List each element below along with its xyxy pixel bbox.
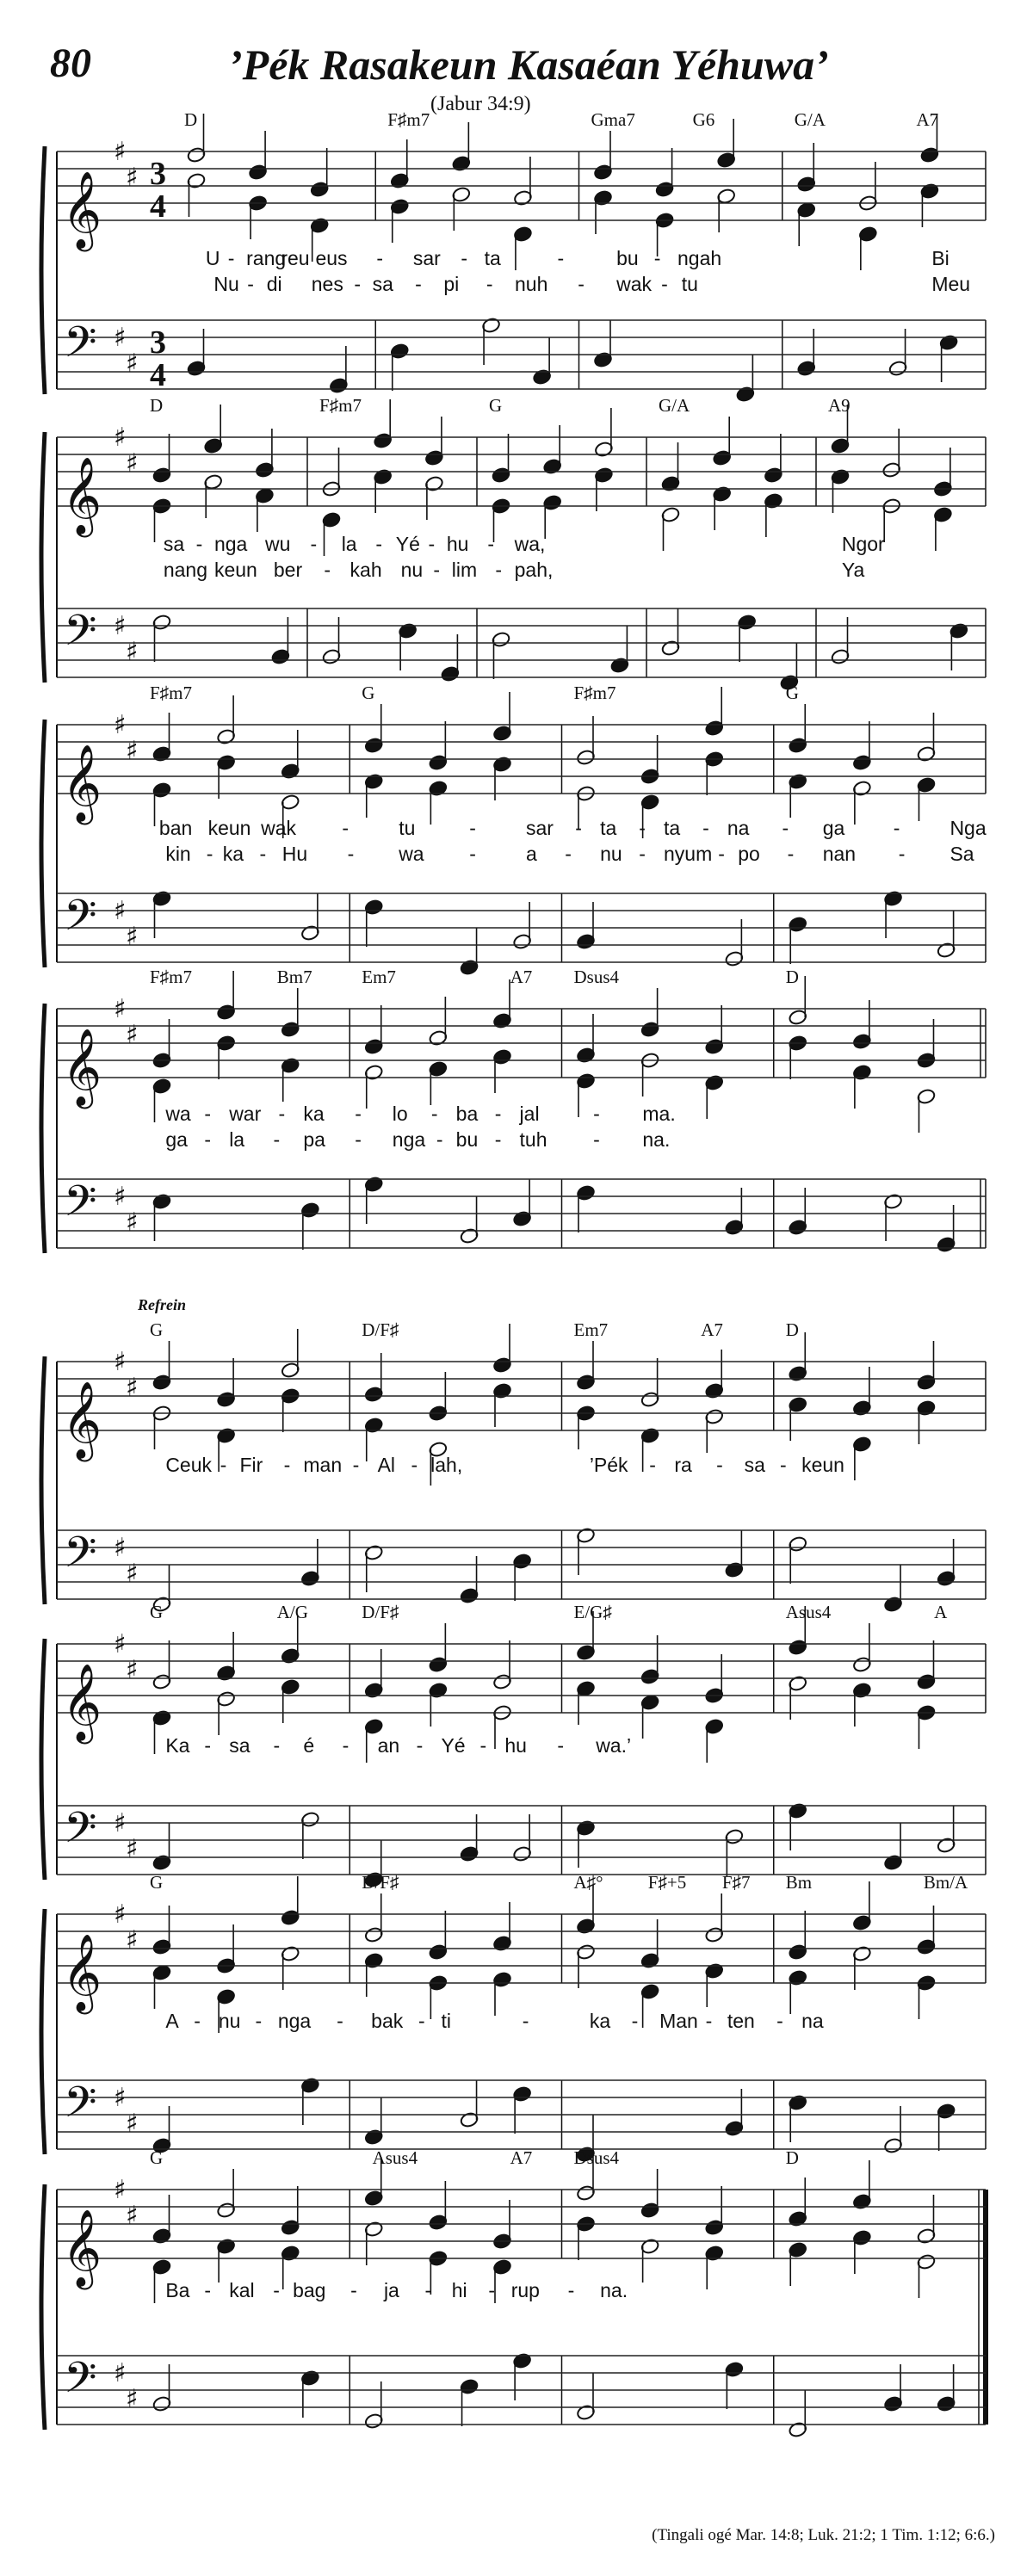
lyric-hyphen: - bbox=[898, 843, 906, 865]
lyric-syllable: ka bbox=[589, 2010, 611, 2032]
lyric-syllable: ra bbox=[674, 1454, 692, 1476]
chord-symbol: F♯m7 bbox=[150, 683, 193, 703]
key-sharp-f: ♯ bbox=[114, 896, 127, 926]
lyric-hyphen: - bbox=[273, 1128, 281, 1151]
lyric-syllable: nang bbox=[163, 559, 208, 581]
lyric-hyphen: - bbox=[273, 1734, 281, 1757]
lyric-hyphen: - bbox=[557, 1734, 565, 1757]
bass-clef: 𝄢 bbox=[64, 2078, 97, 2138]
lyric-syllable: kin bbox=[165, 843, 191, 865]
lyric-syllable: nu bbox=[600, 843, 622, 865]
lyric-syllable: nan bbox=[822, 843, 857, 865]
chord-symbol: D bbox=[184, 109, 198, 130]
footnote: (Tingali ogé Mar. 14:8; Luk. 21:2; 1 Tim. 1:12; 6:6.) bbox=[652, 2526, 995, 2544]
lyric-syllable: pah, bbox=[514, 559, 554, 581]
key-sharp-c: ♯ bbox=[126, 1208, 139, 1238]
lyric-syllable: tu bbox=[681, 273, 698, 295]
key-sharp-c: ♯ bbox=[126, 1373, 139, 1403]
lyric-syllable: keun bbox=[207, 817, 251, 839]
chord-symbol: A/G bbox=[276, 1602, 308, 1622]
lyric-syllable: ka bbox=[303, 1103, 325, 1125]
lyric-syllable: rup bbox=[510, 2279, 540, 2301]
lyric-syllable: wa, bbox=[514, 533, 546, 555]
lyric-hyphen: - bbox=[578, 273, 585, 295]
key-sharp-c: ♯ bbox=[126, 1834, 139, 1864]
chord-symbol: A♯° bbox=[573, 1872, 603, 1893]
lyric-syllable: nga bbox=[392, 1128, 426, 1151]
key-sharp-f: ♯ bbox=[114, 137, 127, 167]
system-bracket bbox=[41, 720, 45, 967]
chord-symbol: A7 bbox=[510, 967, 533, 987]
lyric-syllable: sar bbox=[525, 817, 554, 839]
lyric-hyphen: - bbox=[418, 2010, 425, 2032]
lyric-hyphen: - bbox=[278, 1103, 286, 1125]
lyric-hyphen: - bbox=[433, 559, 441, 581]
lyric-hyphen: - bbox=[283, 1454, 291, 1476]
lyric-syllable: Ya bbox=[841, 559, 865, 581]
chord-symbol: D bbox=[785, 967, 799, 987]
chord-symbol: A bbox=[934, 1602, 948, 1622]
lyric-hyphen: - bbox=[469, 843, 476, 865]
key-sharp-c: ♯ bbox=[126, 2109, 139, 2139]
lyric-syllable: pa bbox=[303, 1128, 325, 1151]
chord-symbol: G/A bbox=[659, 395, 690, 416]
system-bracket bbox=[41, 2184, 45, 2430]
lyric-hyphen: - bbox=[204, 1103, 212, 1125]
lyric-hyphen: - bbox=[352, 1454, 360, 1476]
lyric-syllable: ka bbox=[222, 843, 244, 865]
lyric-syllable: ta bbox=[484, 247, 501, 269]
lyric-hyphen: - bbox=[479, 1734, 487, 1757]
lyric-syllable: a bbox=[525, 843, 537, 865]
song-number: 80 bbox=[50, 40, 91, 86]
chord-symbol: F♯m7 bbox=[573, 683, 616, 703]
scripture-reference: (Jabur 34:9) bbox=[430, 93, 531, 115]
system-1 bbox=[41, 114, 986, 403]
lyric-hyphen: - bbox=[486, 273, 493, 295]
chord-symbol: G bbox=[489, 395, 503, 416]
bass-clef: 𝄢 bbox=[64, 891, 97, 951]
lyric-hyphen: - bbox=[350, 2279, 357, 2301]
lyric-syllable: nuh bbox=[515, 273, 548, 295]
chord-symbol: A7 bbox=[701, 1319, 723, 1340]
key-sharp-f: ♯ bbox=[114, 1629, 127, 1659]
lyric-syllable: tuh bbox=[519, 1128, 547, 1151]
lyric-hyphen: - bbox=[376, 247, 384, 269]
lyric-hyphen: - bbox=[649, 1454, 656, 1476]
lyric-hyphen: - bbox=[247, 273, 254, 295]
lyric-hyphen: - bbox=[194, 2010, 201, 2032]
chord-symbol: A7 bbox=[510, 2147, 533, 2168]
chord-symbol: G bbox=[362, 683, 375, 703]
lyric-hyphen: - bbox=[779, 1454, 787, 1476]
lyric-hyphen: - bbox=[565, 843, 572, 865]
chord-symbol: E/G♯ bbox=[573, 1602, 612, 1622]
chord-symbol: G/A bbox=[794, 109, 826, 130]
lyric-hyphen: - bbox=[718, 843, 725, 865]
lyric-syllable: ngah bbox=[677, 247, 722, 269]
lyric-hyphen: - bbox=[206, 843, 213, 865]
key-sharp-c: ♯ bbox=[126, 2201, 139, 2231]
lyric-syllable: nga bbox=[277, 2010, 312, 2032]
lyric-hyphen: - bbox=[354, 273, 362, 295]
lyric-syllable: ba bbox=[455, 1103, 479, 1125]
lyric-hyphen: - bbox=[204, 2279, 212, 2301]
lyric-syllable: é bbox=[303, 1734, 315, 1757]
lyric-syllable: nyum bbox=[664, 843, 713, 865]
lyric-hyphen: - bbox=[273, 2279, 280, 2301]
chord-symbol: A9 bbox=[828, 395, 851, 416]
chord-symbol: D bbox=[150, 395, 164, 416]
bass-clef: 𝄢 bbox=[64, 1528, 97, 1588]
lyric-syllable: wa.’ bbox=[596, 1734, 632, 1757]
lyric-syllable: war bbox=[229, 1103, 262, 1125]
lyric-syllable: Nu bbox=[213, 273, 239, 295]
lyric-hyphen: - bbox=[631, 2010, 639, 2032]
system-7 bbox=[41, 1876, 986, 2163]
key-sharp-f: ♯ bbox=[114, 710, 127, 740]
lyric-hyphen: - bbox=[494, 1103, 502, 1125]
lyric-syllable: Meu bbox=[931, 273, 971, 295]
chord-symbol: G bbox=[150, 2147, 164, 2168]
lyric-syllable: Yé bbox=[441, 1734, 466, 1757]
system-bracket bbox=[41, 1639, 45, 1880]
lyric-syllable: la bbox=[229, 1128, 245, 1151]
key-sharp-c: ♯ bbox=[126, 637, 139, 667]
refrain-label: Refrein bbox=[138, 1296, 186, 1313]
lyric-syllable: Yé bbox=[395, 533, 420, 555]
time-signature-top: 3 bbox=[150, 324, 166, 361]
lyric-syllable: rang bbox=[246, 247, 287, 269]
lyric-hyphen: - bbox=[782, 817, 789, 839]
lyric-syllable: la bbox=[341, 533, 357, 555]
chord-symbol: D/F♯ bbox=[362, 1319, 399, 1340]
lyric-syllable: bag bbox=[293, 2279, 326, 2301]
lyric-syllable: A bbox=[165, 2010, 179, 2032]
lyric-syllable: na bbox=[727, 817, 750, 839]
lyric-hyphen: - bbox=[653, 247, 661, 269]
key-sharp-c: ♯ bbox=[126, 1559, 139, 1589]
lyric-syllable: ta bbox=[600, 817, 617, 839]
lyric-hyphen: - bbox=[593, 1103, 600, 1125]
lyric-hyphen: - bbox=[411, 1454, 418, 1476]
lyric-syllable: U bbox=[205, 247, 220, 269]
lyric-syllable: nga bbox=[213, 533, 248, 555]
chord-symbol: G6 bbox=[692, 109, 715, 130]
lyric-syllable: di bbox=[266, 273, 282, 295]
key-sharp-c: ♯ bbox=[126, 1655, 139, 1685]
lyric-syllable: ta bbox=[664, 817, 681, 839]
lyric-hyphen: - bbox=[639, 817, 646, 839]
system-bracket bbox=[41, 1004, 45, 1253]
time-signature-bottom: 4 bbox=[150, 188, 166, 225]
bass-clef: 𝄢 bbox=[64, 1803, 97, 1863]
lyric-hyphen: - bbox=[593, 1128, 600, 1151]
lyric-hyphen: - bbox=[195, 533, 203, 555]
chord-symbol: G bbox=[150, 1872, 164, 1893]
chord-symbol: Dsus4 bbox=[573, 967, 620, 987]
bass-clef: 𝄢 bbox=[64, 1177, 97, 1237]
chord-symbol: F♯+5 bbox=[647, 1872, 687, 1893]
lyric-hyphen: - bbox=[494, 1128, 502, 1151]
lyric-hyphen: - bbox=[227, 247, 235, 269]
lyric-hyphen: - bbox=[469, 817, 476, 839]
lyric-syllable: Bi bbox=[931, 247, 949, 269]
key-sharp-c: ♯ bbox=[126, 1020, 139, 1050]
treble-clef: 𝄞 bbox=[62, 1934, 102, 2011]
lyric-syllable: na. bbox=[642, 1128, 671, 1151]
chord-symbol: D/F♯ bbox=[362, 1872, 399, 1893]
key-sharp-c: ♯ bbox=[126, 2384, 139, 2414]
chord-symbol: Bm bbox=[785, 1872, 813, 1893]
lyric-syllable: nes bbox=[311, 273, 343, 295]
lyric-syllable: ga bbox=[165, 1128, 188, 1151]
lyric-syllable: eus bbox=[315, 247, 348, 269]
bass-clef: 𝄢 bbox=[64, 606, 97, 666]
lyric-syllable: ’Pék bbox=[589, 1454, 628, 1476]
lyric-syllable: Ba bbox=[165, 2279, 190, 2301]
key-sharp-f: ♯ bbox=[114, 2175, 127, 2205]
lyric-hyphen: - bbox=[787, 843, 795, 865]
lyric-hyphen: - bbox=[702, 817, 709, 839]
lyric-hyphen: - bbox=[461, 247, 468, 269]
lyric-syllable: sa bbox=[372, 273, 393, 295]
lyric-syllable: sa bbox=[229, 1734, 251, 1757]
system-bracket bbox=[41, 146, 45, 394]
lyric-syllable: lah, bbox=[430, 1454, 463, 1476]
lyric-hyphen: - bbox=[375, 533, 383, 555]
time-signature-top: 3 bbox=[150, 156, 166, 192]
system-bracket bbox=[41, 1909, 45, 2154]
key-sharp-f: ♯ bbox=[114, 423, 127, 453]
key-sharp-c: ♯ bbox=[126, 922, 139, 952]
lyric-hyphen: - bbox=[567, 2279, 575, 2301]
lyric-syllable: reu bbox=[281, 247, 310, 269]
lyric-syllable: lim bbox=[451, 559, 478, 581]
lyric-syllable: Ceuk bbox=[165, 1454, 213, 1476]
lyric-syllable: pi bbox=[443, 273, 460, 295]
key-sharp-c: ♯ bbox=[126, 448, 139, 479]
chord-symbol: D/F♯ bbox=[362, 1602, 399, 1622]
lyric-syllable: an bbox=[377, 1734, 400, 1757]
chord-symbol: F♯7 bbox=[721, 1872, 751, 1893]
lyric-hyphen: - bbox=[424, 2279, 432, 2301]
lyric-hyphen: - bbox=[342, 817, 349, 839]
key-sharp-c: ♯ bbox=[126, 1925, 139, 1955]
lyric-syllable: keun bbox=[213, 559, 257, 581]
chord-symbol: Dsus4 bbox=[573, 2147, 620, 2168]
lyric-syllable: ma. bbox=[642, 1103, 676, 1125]
lyric-hyphen: - bbox=[259, 843, 267, 865]
lyric-hyphen: - bbox=[893, 817, 900, 839]
lyric-hyphen: - bbox=[310, 533, 318, 555]
lyric-syllable: wak bbox=[616, 273, 653, 295]
chord-symbol: F♯m7 bbox=[387, 109, 430, 130]
chord-symbol: Gma7 bbox=[591, 109, 635, 130]
lyric-syllable: wa bbox=[399, 843, 424, 865]
chord-symbol: Asus4 bbox=[372, 2147, 418, 2168]
lyric-hyphen: - bbox=[436, 1128, 443, 1151]
lyric-hyphen: - bbox=[487, 533, 495, 555]
chord-symbol: G bbox=[150, 1319, 164, 1340]
lyric-hyphen: - bbox=[430, 1103, 438, 1125]
treble-clef: 𝄞 bbox=[62, 1664, 102, 1741]
lyric-syllable: Hu bbox=[281, 843, 308, 865]
chord-symbol: Bm7 bbox=[276, 967, 312, 987]
lyric-syllable: ga bbox=[822, 817, 845, 839]
treble-clef: 𝄞 bbox=[62, 1381, 102, 1459]
chord-symbol: G bbox=[150, 1602, 164, 1622]
lyric-syllable: nu bbox=[400, 559, 424, 581]
lyric-hyphen: - bbox=[342, 1734, 349, 1757]
lyric-hyphen: - bbox=[324, 559, 331, 581]
key-sharp-c: ♯ bbox=[126, 163, 139, 193]
bass-clef: 𝄢 bbox=[64, 2353, 97, 2413]
lyric-syllable: ber bbox=[273, 559, 303, 581]
lyric-hyphen: - bbox=[639, 843, 646, 865]
chord-symbol: Em7 bbox=[362, 967, 396, 987]
lyric-hyphen: - bbox=[347, 843, 355, 865]
treble-clef: 𝄞 bbox=[62, 2209, 102, 2287]
lyric-syllable: Ka bbox=[165, 1734, 190, 1757]
key-sharp-f: ♯ bbox=[114, 611, 127, 641]
lyric-syllable: tu bbox=[399, 817, 416, 839]
chord-symbol: Em7 bbox=[573, 1319, 609, 1340]
chord-symbol: A7 bbox=[916, 109, 939, 130]
lyric-syllable: Al bbox=[377, 1454, 396, 1476]
key-sharp-f: ♯ bbox=[114, 1533, 127, 1563]
lyric-hyphen: - bbox=[220, 1454, 227, 1476]
treble-clef: 𝄞 bbox=[62, 171, 102, 249]
lyric-hyphen: - bbox=[416, 1734, 424, 1757]
lyric-syllable: na. bbox=[600, 2279, 628, 2301]
treble-clef: 𝄞 bbox=[62, 1029, 102, 1106]
lyric-hyphen: - bbox=[355, 1128, 362, 1151]
lyric-syllable: bu bbox=[455, 1128, 479, 1151]
lyric-hyphen: - bbox=[337, 2010, 343, 2032]
lyric-syllable: Fir bbox=[239, 1454, 263, 1476]
lyric-syllable: bak bbox=[371, 2010, 404, 2032]
lyric-hyphen: - bbox=[488, 2279, 496, 2301]
lyric-syllable: lo bbox=[392, 1103, 408, 1125]
chord-symbol: G bbox=[785, 683, 799, 703]
key-sharp-f: ♯ bbox=[114, 1182, 127, 1212]
song-title: ’Pék Rasakeun Kasaéan Yéhuwa’ bbox=[228, 40, 829, 89]
lyric-syllable: Nga bbox=[949, 817, 987, 839]
lyric-syllable: man bbox=[303, 1454, 343, 1476]
lyric-hyphen: - bbox=[575, 817, 582, 839]
lyric-hyphen: - bbox=[355, 1103, 362, 1125]
lyric-syllable: kah bbox=[349, 559, 382, 581]
chord-symbol: Bm/A bbox=[923, 1872, 968, 1893]
lyric-syllable: hu bbox=[504, 1734, 527, 1757]
chord-symbol: Asus4 bbox=[785, 1602, 832, 1622]
lyric-syllable: sar bbox=[412, 247, 441, 269]
key-sharp-f: ♯ bbox=[114, 2358, 127, 2388]
lyric-hyphen: - bbox=[705, 2010, 713, 2032]
lyric-syllable: Sa bbox=[949, 843, 974, 865]
lyric-syllable: sa bbox=[744, 1454, 765, 1476]
key-sharp-f: ♯ bbox=[114, 994, 127, 1024]
lyric-syllable: Ngor bbox=[841, 533, 885, 555]
key-sharp-f: ♯ bbox=[114, 1900, 127, 1930]
lyric-hyphen: - bbox=[522, 2010, 529, 2032]
lyric-hyphen: - bbox=[776, 2010, 783, 2032]
lyric-hyphen: - bbox=[255, 2010, 263, 2032]
lyric-syllable: keun bbox=[801, 1454, 844, 1476]
key-sharp-f: ♯ bbox=[114, 1347, 127, 1377]
key-sharp-c: ♯ bbox=[126, 349, 139, 379]
lyric-syllable: bu bbox=[616, 247, 639, 269]
key-sharp-f: ♯ bbox=[114, 2083, 127, 2113]
lyric-syllable: na bbox=[801, 2010, 824, 2032]
treble-clef: 𝄞 bbox=[62, 744, 102, 822]
key-sharp-f: ♯ bbox=[114, 1808, 127, 1838]
bass-clef: 𝄢 bbox=[64, 318, 97, 378]
lyric-hyphen: - bbox=[428, 533, 436, 555]
lyric-syllable: sa bbox=[163, 533, 185, 555]
lyric-hyphen: - bbox=[204, 1734, 212, 1757]
lyric-syllable: ti bbox=[441, 2010, 451, 2032]
lyric-syllable: ten bbox=[727, 2010, 755, 2032]
treble-clef: 𝄞 bbox=[62, 457, 102, 534]
lyric-syllable: nu bbox=[218, 2010, 241, 2032]
system-bracket bbox=[41, 1356, 45, 1604]
lyric-syllable: wak bbox=[261, 817, 297, 839]
lyric-syllable: hu bbox=[446, 533, 469, 555]
lyric-hyphen: - bbox=[557, 247, 565, 269]
lyric-syllable: ja bbox=[383, 2279, 399, 2301]
time-signature-bottom: 4 bbox=[150, 357, 166, 393]
chord-symbol: F♯m7 bbox=[319, 395, 362, 416]
lyric-syllable: kal bbox=[229, 2279, 255, 2301]
key-sharp-f: ♯ bbox=[114, 323, 127, 353]
chord-symbol: D bbox=[785, 2147, 799, 2168]
system-bracket bbox=[41, 432, 45, 683]
lyric-syllable: ban bbox=[158, 817, 193, 839]
lyric-hyphen: - bbox=[661, 273, 668, 295]
lyric-syllable: wu bbox=[265, 533, 291, 555]
lyric-syllable: jal bbox=[519, 1103, 540, 1125]
lyric-hyphen: - bbox=[415, 273, 422, 295]
chord-symbol: F♯m7 bbox=[150, 967, 193, 987]
lyric-hyphen: - bbox=[204, 1128, 212, 1151]
lyric-syllable: Man bbox=[659, 2010, 698, 2032]
lyric-syllable: wa bbox=[165, 1103, 191, 1125]
lyric-syllable: po bbox=[738, 843, 760, 865]
lyric-syllable: hi bbox=[451, 2279, 467, 2301]
lyric-hyphen: - bbox=[495, 559, 503, 581]
key-sharp-c: ♯ bbox=[126, 736, 139, 766]
lyric-hyphen: - bbox=[716, 1454, 723, 1476]
chord-symbol: D bbox=[785, 1319, 799, 1340]
